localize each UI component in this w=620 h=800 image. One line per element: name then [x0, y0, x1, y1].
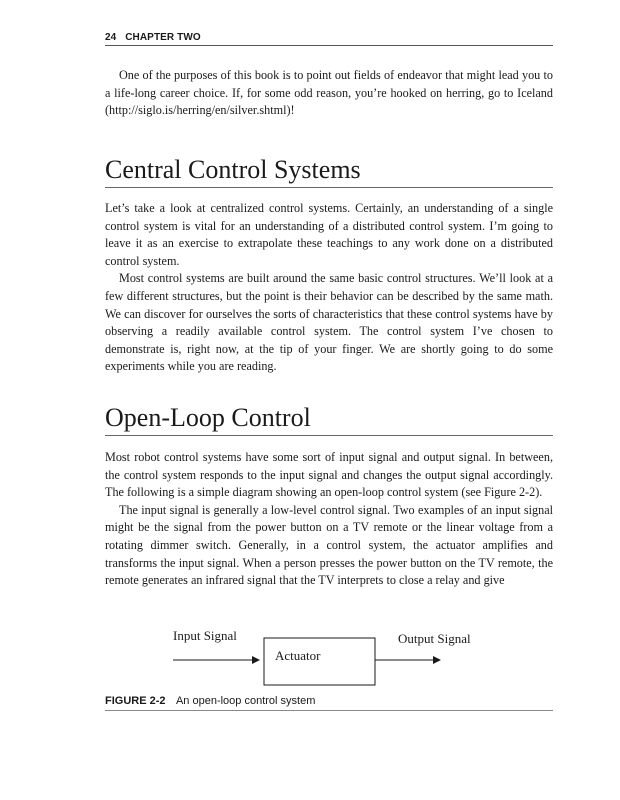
actuator-label: Actuator: [275, 648, 321, 663]
section1-paragraph-1: Let’s take a look at centralized control systems. Certainly, an understanding of a single control system is vital for an understanding of a distributed control system. I’m going to leave it as an exercise to extrapolate these teachings to any work done on a distributed control system.: [105, 201, 553, 268]
section2-paragraph-2: The input signal is generally a low-level control signal. Two examples of an input signal might be the signal from the power button on a TV remote or the linear voltage from a rotating dimmer switch. Generally, in a control system, the actuator amplifies and transforms the input signal. When a person presses the power button on the TV remote, the remote generates an infrared signal that the TV interprets to close a relay and give: [105, 502, 553, 588]
section2-paragraph-1: Most robot control systems have some sort of input signal and output signal. In between, the control system responds to the input signal and changes the output signal accordingly. The following is a simple diagram showing an open-loop control system (see Figure 2-2).: [105, 450, 553, 500]
running-head: [105, 32, 553, 46]
chapter-title: CHAPTER TWO: [125, 32, 201, 43]
figure-number: FIGURE 2-2: [105, 695, 166, 707]
input-signal-label: Input Signal: [173, 628, 237, 643]
intro-block: [105, 67, 553, 120]
intro-paragraph: One of the purposes of this book is to point out fields of endeavor that might lead you to a life-long career choice. If, for some odd reason, you’re hooked on herring, go to Iceland (http://siglo.is/herring/en/silver.shtml)!: [105, 68, 553, 118]
section1-paragraph-2: Most control systems are built around the same basic control structures. We’ll look at a few different structures, but the point is their behavior can be described by the same math. We can discover for ourselves the sorts of characteristics that these control systems have by observing a readily available control system. The control system I’ve chosen to demonstrate is, right now, at the tip of your finger. We are shortly going to do some experiments while you are reading.: [105, 271, 553, 374]
section-heading-central-control: Central Control Systems: [105, 155, 553, 188]
figure-caption: [105, 695, 553, 711]
section2-body: [105, 449, 553, 590]
page-number: 24: [105, 32, 117, 43]
section-heading-open-loop: Open-Loop Control: [105, 403, 553, 436]
section1-body: [105, 200, 553, 376]
open-loop-diagram: [105, 628, 553, 690]
output-signal-label: Output Signal: [398, 631, 471, 646]
figure-caption-text: An open-loop control system: [175, 695, 316, 707]
